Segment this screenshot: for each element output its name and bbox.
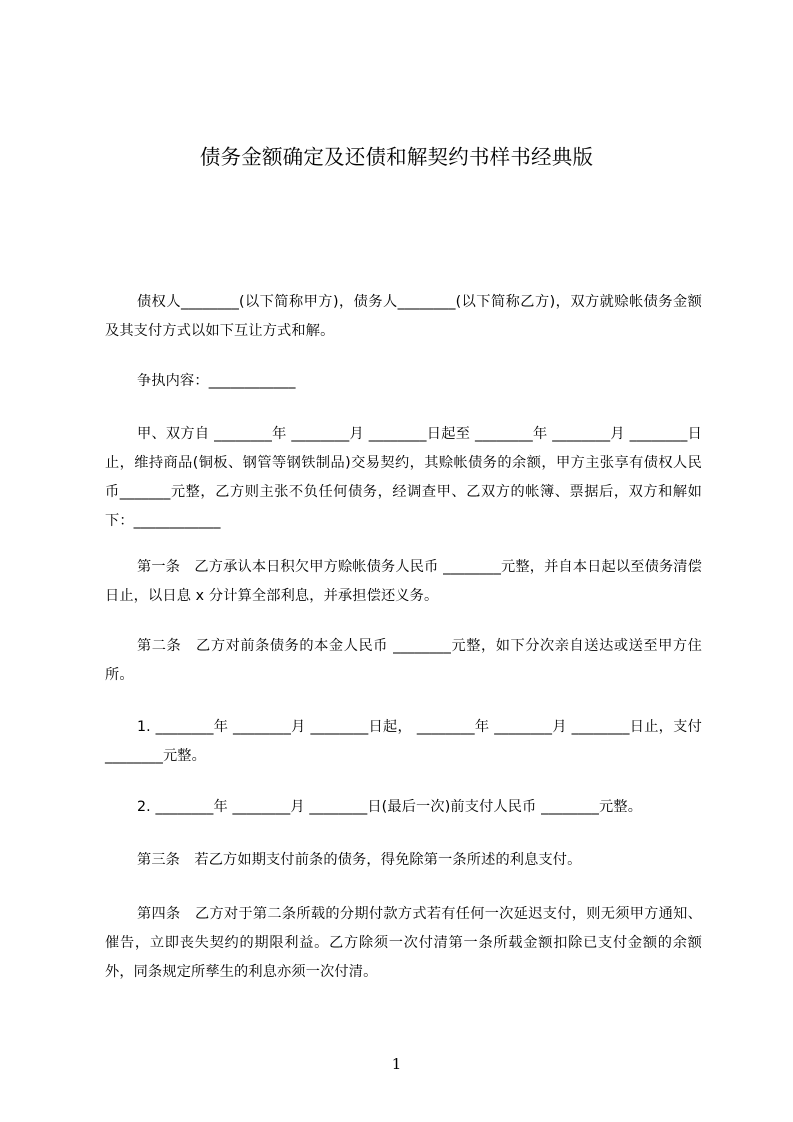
clause-jia-paragraph: 甲、双方自 ________年 ________月 ________日起至 ________年 ________月 ________日止，维持商品(铜板、钢管等钢铁制品)交易契约，其赊帐债务的余额，甲方主张享有债权人民币_______元整，乙方则主张不负任何债务，经调查甲、乙双方的帐簿、票据后，双方和解如下：____________ bbox=[105, 426, 702, 529]
page-number: 1 bbox=[391, 1055, 402, 1073]
payment-item-1: 1. ________年 ________月 ________日起， ________年 ________月 ________日止，支付 ________元整。 bbox=[105, 719, 702, 764]
article-2-paragraph: 第二条 乙方对前条债务的本金人民币 ________元整，如下分次亲自送达或送至甲方住所。 bbox=[105, 638, 702, 683]
payment-item-2: 2. ________年 ________月 ________日(最后一次)前支付人民币 ________元整。 bbox=[137, 799, 643, 815]
intro-paragraph: 债权人________(以下简称甲方)，债务人________(以下简称乙方)，双方就赊帐债务金额及其支付方式以如下互让方式和解。 bbox=[105, 294, 702, 339]
page-title: 债务金额确定及还债和解契约书样书经典版 bbox=[199, 145, 594, 169]
article-3-paragraph: 第三条 若乙方如期支付前条的债务，得免除第一条所述的利息支付。 bbox=[137, 852, 582, 868]
dispute-content-paragraph: 争执内容：____________ bbox=[137, 373, 296, 389]
article-1-paragraph: 第一条 乙方承认本日积欠甲方赊帐债务人民币 ________元整，并自本日起以至债务清偿日止，以日息 x 分计算全部利息，并承担偿还义务。 bbox=[105, 559, 702, 604]
article-4-paragraph: 第四条 乙方对于第二条所载的分期付款方式若有任何一次延迟支付，则无须甲方通知、催告，立即丧失契约的期限利益。乙方除须一次付清第一条所载金额扣除已支付金额的余额外，同条规定所孳生的利息亦须一次付清。 bbox=[105, 906, 702, 980]
